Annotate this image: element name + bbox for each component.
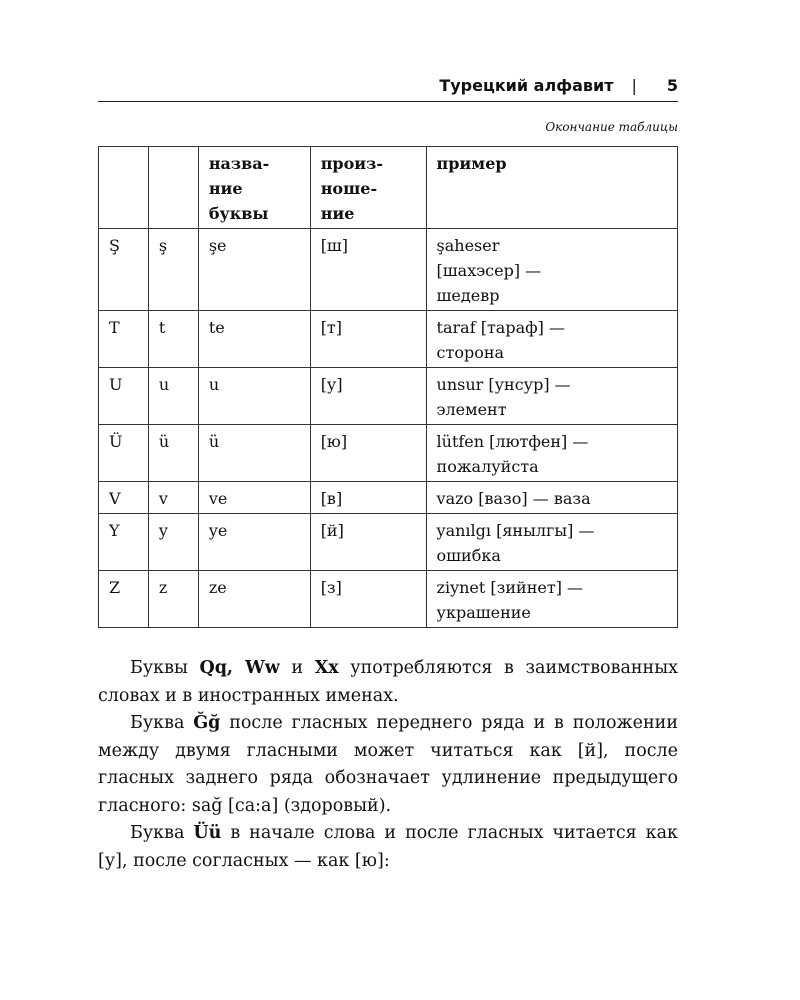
cell-pron: [ш] — [310, 229, 426, 311]
table-row — [99, 425, 678, 482]
letters-bold: Ğğ — [193, 713, 221, 733]
cell-lower: y — [148, 514, 198, 571]
column-header — [99, 147, 149, 229]
cell-pron: [й] — [310, 514, 426, 571]
alphabet-table — [98, 146, 678, 628]
cell-pron: [ю] — [310, 425, 426, 482]
paragraph — [98, 710, 678, 820]
cell-pron: [у] — [310, 368, 426, 425]
cell-lower: t — [148, 311, 198, 368]
letters-bold: Qq, Ww — [199, 658, 280, 678]
text-run: употребляются в заимствованных словах и в иностранных именах. — [98, 658, 679, 706]
cell-name: ü — [198, 425, 310, 482]
cell-name: şe — [198, 229, 310, 311]
text-run: Буква — [130, 713, 194, 733]
letters-bold: Üü — [193, 823, 222, 843]
header-rule — [98, 101, 678, 102]
cell-upper: Y — [99, 514, 149, 571]
cell-example: unsur [унсур] — элемент — [426, 368, 677, 425]
running-head — [98, 72, 678, 98]
table-row — [99, 514, 678, 571]
section-title: Турецкий алфавит — [439, 75, 614, 95]
cell-upper: U — [99, 368, 149, 425]
table-body — [99, 229, 678, 628]
cell-lower: v — [148, 482, 198, 514]
table-row — [99, 368, 678, 425]
text-run: и — [279, 658, 315, 678]
body-text — [98, 655, 678, 875]
cell-example: yanılgı [янылгы] — ошибка — [426, 514, 677, 571]
cell-example: taraf [тараф] — сторона — [426, 311, 677, 368]
table-row — [99, 482, 678, 514]
cell-lower: u — [148, 368, 198, 425]
paragraph — [98, 655, 678, 710]
header-separator: | — [631, 75, 637, 95]
cell-name: ye — [198, 514, 310, 571]
page-number: 5 — [666, 75, 678, 95]
column-header — [148, 147, 198, 229]
column-header: пример — [426, 147, 677, 229]
cell-lower: ş — [148, 229, 198, 311]
cell-upper: T — [99, 311, 149, 368]
cell-example: ziynet [зийнет] — украшение — [426, 571, 677, 628]
table-header-row — [99, 147, 678, 229]
cell-lower: z — [148, 571, 198, 628]
column-header: назва- ние буквы — [198, 147, 310, 229]
table-row — [99, 229, 678, 311]
cell-name: te — [198, 311, 310, 368]
cell-name: ve — [198, 482, 310, 514]
cell-pron: [т] — [310, 311, 426, 368]
cell-lower: ü — [148, 425, 198, 482]
table-row — [99, 571, 678, 628]
text-run: Буква — [130, 823, 194, 843]
cell-name: u — [198, 368, 310, 425]
cell-upper: Ş — [99, 229, 149, 311]
cell-example: vazo [вазо] — ваза — [426, 482, 677, 514]
cell-name: ze — [198, 571, 310, 628]
paragraph — [98, 820, 678, 875]
cell-example: lütfen [лютфен] — пожалуйста — [426, 425, 677, 482]
text-run: Буквы — [130, 658, 200, 678]
cell-upper: Ü — [99, 425, 149, 482]
text-run: в начале слова и после гласных читается как [у], после согласных — как [ю]: — [98, 823, 678, 871]
cell-example: şaheser [шахэсер] — шедевр — [426, 229, 677, 311]
letters-bold: Xx — [314, 658, 339, 678]
continuation-note: Окончание таблицы — [545, 120, 678, 134]
table-row — [99, 311, 678, 368]
cell-upper: V — [99, 482, 149, 514]
text-run: после гласных переднего ряда и в положении между двумя гласными может читаться как [й], после гласных заднего ряда обозначает удлинение предыдущего гласного: sağ [са:а] (здоровый). — [98, 713, 678, 816]
cell-pron: [з] — [310, 571, 426, 628]
cell-pron: [в] — [310, 482, 426, 514]
column-header: произ- ноше- ние — [310, 147, 426, 229]
cell-upper: Z — [99, 571, 149, 628]
